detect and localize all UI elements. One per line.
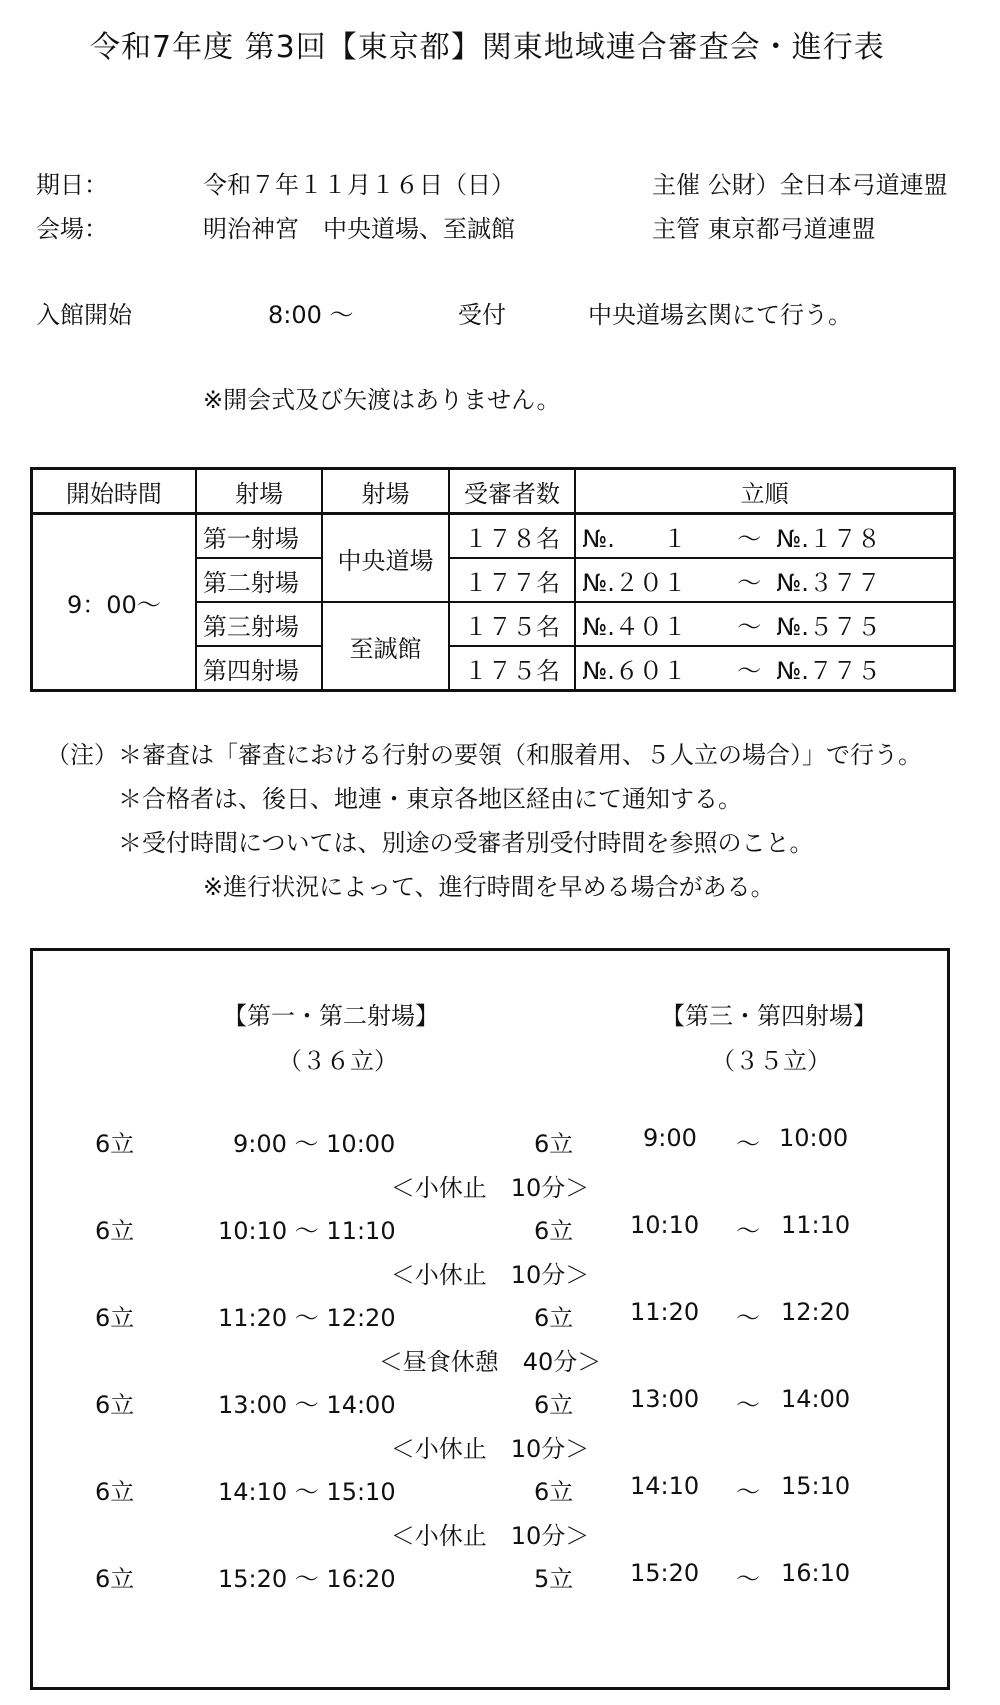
table-header-row bbox=[32, 469, 955, 514]
order-tilde: ～ bbox=[737, 612, 762, 641]
order-from: №.４０１ bbox=[582, 612, 687, 641]
left-tachi: 6立 bbox=[95, 1478, 135, 1506]
host-text: 主催 公財）全日本弓道連盟 bbox=[652, 171, 948, 199]
left-time: 14:10 ～ 15:10 bbox=[218, 1478, 396, 1506]
left-time: 9:00 ～ 10:00 bbox=[233, 1130, 396, 1158]
page-title: 令和7年度 第3回【東京都】関東地域連合審査会・進行表 bbox=[90, 30, 885, 65]
venue-cell: 中央道場 bbox=[322, 514, 448, 603]
entry-time: 8:00 ～ bbox=[268, 301, 354, 329]
count-cell: １７７名 bbox=[449, 558, 575, 602]
order-tilde: ～ bbox=[737, 568, 762, 597]
schedule-row bbox=[33, 1472, 947, 1508]
left-time: 15:20 ～ 16:20 bbox=[218, 1565, 396, 1593]
header-start-time: 開始時間 bbox=[32, 469, 196, 514]
right-range-heading: 【第三・第四射場】 bbox=[661, 1002, 877, 1030]
range-cell: 第二射場 bbox=[196, 558, 322, 602]
right-total: （３５立） bbox=[711, 1047, 831, 1075]
organizer-text: 主管 東京都弓道連盟 bbox=[652, 215, 876, 243]
schedule-row bbox=[33, 1298, 947, 1334]
break-label: ＜小休止 10分＞ bbox=[390, 1522, 590, 1550]
note-item: ※進行状況によって、進行時間を早める場合がある。 bbox=[203, 873, 775, 901]
left-tachi: 6立 bbox=[95, 1565, 135, 1593]
venue-cell: 至誠館 bbox=[322, 602, 448, 691]
count-cell: １７５名 bbox=[449, 602, 575, 646]
left-total: （３６立） bbox=[278, 1047, 398, 1075]
right-tilde: ～ bbox=[736, 1130, 760, 1158]
order-from: №.６０１ bbox=[582, 656, 687, 685]
right-end: 12:20 bbox=[781, 1298, 851, 1326]
notes-prefix: （注） bbox=[46, 741, 118, 769]
break-label: ＜小休止 10分＞ bbox=[390, 1174, 590, 1202]
order-cell bbox=[575, 602, 954, 646]
right-tachi: 6立 bbox=[534, 1304, 574, 1332]
order-from: №.２０１ bbox=[582, 568, 687, 597]
order-cell bbox=[575, 646, 954, 691]
break-label: ＜小休止 10分＞ bbox=[390, 1435, 590, 1463]
right-tachi: 6立 bbox=[534, 1130, 574, 1158]
entry-label: 入館開始 bbox=[36, 301, 132, 329]
no-ceremony-note: ※開会式及び矢渡はありません。 bbox=[203, 386, 561, 414]
header-order: 立順 bbox=[575, 469, 954, 514]
left-time: 10:10 ～ 11:10 bbox=[218, 1217, 396, 1245]
right-tilde: ～ bbox=[736, 1217, 760, 1245]
right-tachi: 6立 bbox=[534, 1478, 574, 1506]
order-to: №.５７５ bbox=[776, 612, 881, 641]
left-time: 11:20 ～ 12:20 bbox=[218, 1304, 396, 1332]
right-start: 11:20 bbox=[630, 1298, 700, 1326]
right-start: 15:20 bbox=[630, 1559, 700, 1587]
range-cell: 第三射場 bbox=[196, 602, 322, 646]
table-row bbox=[32, 514, 955, 559]
order-to: №.１７８ bbox=[776, 524, 881, 553]
right-start: 14:10 bbox=[630, 1472, 700, 1500]
left-range-heading: 【第一・第二射場】 bbox=[223, 1002, 439, 1030]
right-start: 13:00 bbox=[630, 1385, 700, 1413]
order-from: №. １ bbox=[582, 524, 687, 553]
range-cell: 第四射場 bbox=[196, 646, 322, 691]
left-tachi: 6立 bbox=[95, 1304, 135, 1332]
header-range: 射場 bbox=[196, 469, 322, 514]
roster-table bbox=[30, 467, 956, 692]
header-count: 受審者数 bbox=[449, 469, 575, 514]
right-end: 14:00 bbox=[781, 1385, 851, 1413]
right-tilde: ～ bbox=[736, 1478, 760, 1506]
right-end: 16:10 bbox=[781, 1559, 851, 1587]
right-tilde: ～ bbox=[736, 1304, 760, 1332]
order-cell bbox=[575, 514, 954, 559]
schedule-row bbox=[33, 1559, 947, 1595]
note-item: ＊合格者は、後日、地連・東京各地区経由にて通知する。 bbox=[118, 785, 742, 813]
right-end: 15:10 bbox=[781, 1472, 851, 1500]
reception-label: 受付 bbox=[458, 301, 506, 329]
right-tilde: ～ bbox=[736, 1565, 760, 1593]
start-time-cell: 9：00～ bbox=[32, 514, 196, 691]
left-tachi: 6立 bbox=[95, 1217, 135, 1245]
right-tilde: ～ bbox=[736, 1391, 760, 1419]
schedule-row bbox=[33, 1385, 947, 1421]
left-time: 13:00 ～ 14:00 bbox=[218, 1391, 396, 1419]
left-tachi: 6立 bbox=[95, 1391, 135, 1419]
note-item: ＊受付時間については、別途の受審者別受付時間を参照のこと。 bbox=[118, 829, 814, 857]
break-label: ＜昼食休憩 40分＞ bbox=[378, 1348, 602, 1376]
right-tachi: 6立 bbox=[534, 1391, 574, 1419]
schedule-box bbox=[30, 948, 950, 1690]
header-venue: 射場 bbox=[322, 469, 448, 514]
right-start: 10:10 bbox=[630, 1211, 700, 1239]
date-value: 令和７年１１月１６日（日） bbox=[203, 171, 515, 199]
date-label: 期日： bbox=[36, 171, 108, 199]
count-cell: １７５名 bbox=[449, 646, 575, 691]
right-end: 11:10 bbox=[781, 1211, 851, 1239]
order-to: №.７７５ bbox=[776, 656, 881, 685]
range-cell: 第一射場 bbox=[196, 514, 322, 559]
right-start: 9:00 bbox=[643, 1124, 697, 1152]
schedule-row bbox=[33, 1211, 947, 1247]
order-cell bbox=[575, 558, 954, 602]
right-end: 10:00 bbox=[779, 1124, 849, 1152]
order-to: №.３７７ bbox=[776, 568, 881, 597]
note-item: ＊審査は「審査における行射の要領（和服着用、５人立の場合）」で行う。 bbox=[118, 741, 922, 769]
order-tilde: ～ bbox=[737, 524, 762, 553]
left-tachi: 6立 bbox=[95, 1130, 135, 1158]
schedule-row bbox=[33, 1124, 947, 1160]
order-tilde: ～ bbox=[737, 656, 762, 685]
right-tachi: 6立 bbox=[534, 1217, 574, 1245]
right-tachi: 5立 bbox=[534, 1565, 574, 1593]
reception-value: 中央道場玄関にて行う。 bbox=[588, 301, 852, 329]
venue-label: 会場： bbox=[36, 215, 108, 243]
break-label: ＜小休止 10分＞ bbox=[390, 1261, 590, 1289]
count-cell: １７８名 bbox=[449, 514, 575, 559]
venue-value: 明治神宮 中央道場、至誠館 bbox=[203, 215, 515, 243]
